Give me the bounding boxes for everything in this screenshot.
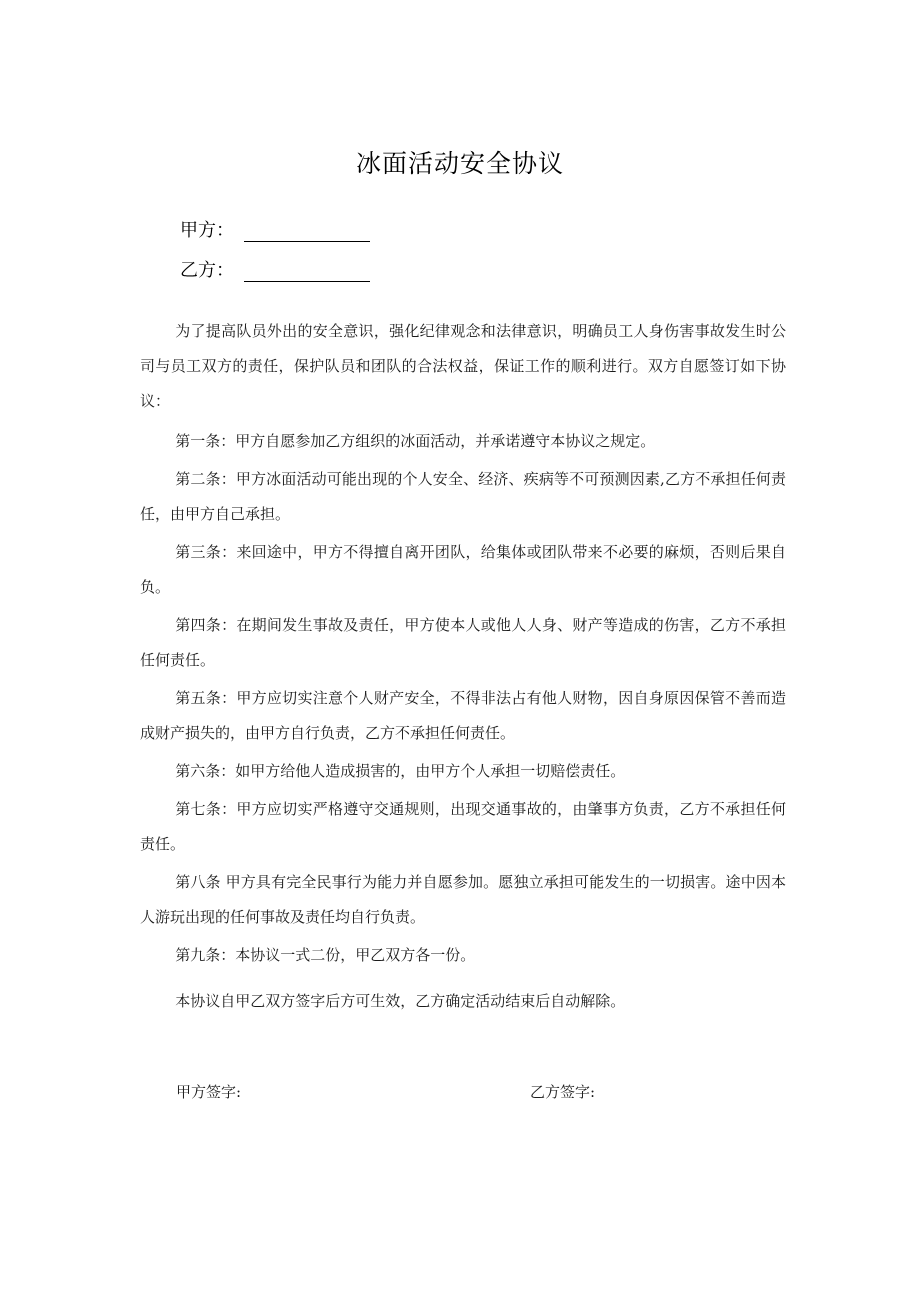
party-b-label: 乙方： <box>180 260 234 281</box>
party-a-label: 甲方： <box>180 220 234 241</box>
article-2: 第二条：甲方冰面活动可能出现的个人安全、经济、疾病等不可预测因素,乙方不承担任何责任，由甲方自己承担。 <box>140 470 786 523</box>
intro-section <box>140 314 786 419</box>
article-5: 第五条：甲方应切实注意个人财产安全，不得非法占有他人财物，因自身原因保管不善而造成财产损失的，由甲方自行负责，乙方不承担任何责任。 <box>140 689 786 742</box>
article-4: 第四条：在期间发生事故及责任，甲方使本人或他人人身、财产等造成的伤害，乙方不承担任何责任。 <box>140 616 786 669</box>
party-b-blank[interactable] <box>244 261 370 282</box>
article-7: 第七条：甲方应切实严格遵守交通规则，出现交通事故的，由肇事方负责，乙方不承担任何责任。 <box>140 800 786 853</box>
page-title: 冰面活动安全协议 <box>355 149 564 178</box>
article-8: 第八条 甲方具有完全民事行为能力并自愿参加。愿独立承担可能发生的一切损害。途中因本人游玩出现的任何事故及责任均自行负责。 <box>140 873 786 926</box>
article-1: 第一条：甲方自愿参加乙方组织的冰面活动，并承诺遵守本协议之规定。 <box>175 432 656 450</box>
party-b-line <box>180 256 370 282</box>
intro-paragraph: 为了提高队员外出的安全意识，强化纪律观念和法律意识，明确员工人身伤害事故发生时公司与员工双方的责任，保护队员和团队的合法权益，保证工作的顺利进行。双方自愿签订如下协议： <box>140 322 786 410</box>
party-a-blank[interactable] <box>244 221 370 242</box>
closing-section <box>140 984 786 1019</box>
article-9: 第九条：本协议一式二份，甲乙双方各一份。 <box>175 946 476 964</box>
closing-paragraph: 本协议自甲乙双方签字后方可生效，乙方确定活动结束后自动解除。 <box>175 992 626 1010</box>
party-b-signature-label: 乙方签字: <box>530 1083 596 1101</box>
article-3: 第三条：来回途中，甲方不得擅自离开团队，给集体或团队带来不必要的麻烦，否则后果自负。 <box>140 543 786 596</box>
article-6: 第六条：如甲方给他人造成损害的，由甲方个人承担一切赔偿责任。 <box>175 762 626 780</box>
party-a-line <box>180 216 370 242</box>
articles-section <box>140 424 786 976</box>
party-a-signature-label: 甲方签字: <box>176 1083 242 1101</box>
